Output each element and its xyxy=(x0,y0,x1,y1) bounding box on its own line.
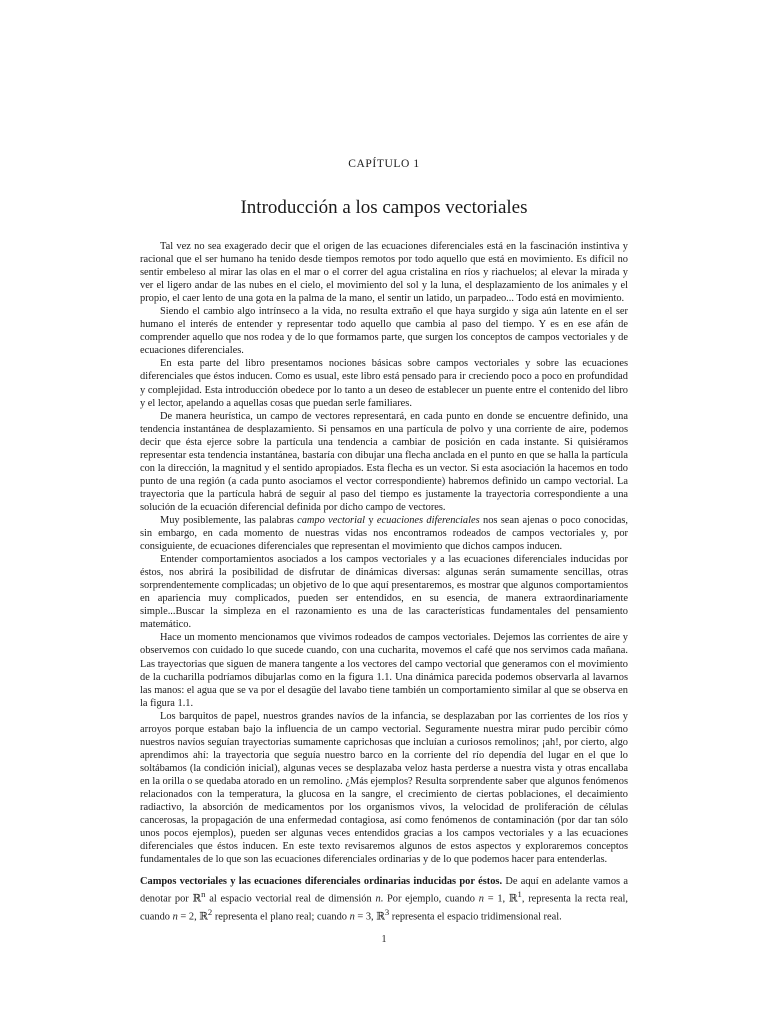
math-var: n xyxy=(478,893,484,905)
section-text: = 3, ℝ xyxy=(354,911,385,923)
section-heading: Campos vectoriales y las ecuaciones diferenciales ordinarias inducidas por éstos. xyxy=(140,876,503,888)
section-text: = 2, ℝ xyxy=(177,911,208,923)
section-text: , representa la recta real, cuando xyxy=(140,893,629,923)
body-text xyxy=(140,240,628,923)
superscript: 1 xyxy=(517,889,522,900)
section-text: representa el espacio tridimensional real. xyxy=(389,911,562,923)
chapter-label: CAPÍTULO 1 xyxy=(348,158,420,170)
paragraph: En esta parte del libro presentamos nociones básicas sobre campos vectoriales y sobre las ecuaciones diferenciales que éstos inducen. Como es usual, este libro está pensado para ir creciendo poco a poco en profundidad y complejidad. Esta introducción obedece por lo tanto a un deseo de establecer un puente entre el contenido del libro y el lector, apelando a aquellas cosas que puedan serle familiares. xyxy=(140,358,628,409)
section-text: . Por ejemplo, cuando xyxy=(380,893,479,905)
math-var: n xyxy=(349,911,355,923)
math-var: n xyxy=(172,911,178,923)
page-number: 1 xyxy=(381,934,387,945)
section-text: = 1, ℝ xyxy=(483,893,518,905)
math-var: n xyxy=(375,893,381,905)
paragraph: De manera heurística, un campo de vectores representará, en cada punto en donde se encuentre definido, una tendencia instantánea de desplazamiento. Si pensamos en una partícula de polvo y una corriente de aire, podemos decir que ésta ejerce sobre la partícula una tendencia a cambiar de posición en cada instante. Si quisiéramos representar esta tendencia instantánea, bastaría con dibujar una flecha anclada en el punto en que se halla la partícula con la dirección, la magnitud y el sentido apropiados. Esta flecha es un vector. Si esta asociación la hacemos en todo punto de una región (a cada punto asociamos el vector correspondiente) habremos definido un campo vectorial. La trayectoria que la partícula habrá de seguir al paso del tiempo es justamente la trayectoria correspondiente a una solución de la ecuación diferencial definida por dicho campo de vectores. xyxy=(140,410,628,513)
superscript: 3 xyxy=(384,906,390,917)
section-text: De aquí en adelante vamos a denotar por ℝ xyxy=(140,876,628,905)
emphasis: campo vectorial xyxy=(297,514,366,526)
paragraph: Siendo el cambio algo intrínseco a la vida, no resulta extraño el que haya surgido y siga aún latente en el ser humano el interés de entender y representar todo aquello que cambia al paso del tiempo. Y es en ese afán de comprender aquello que nos rodea y de lo que formamos parte, que surgen los conceptos de campos vectoriales y de ecuaciones diferenciales. xyxy=(140,306,628,357)
paragraph-text: y xyxy=(365,514,377,526)
paragraph: Entender comportamientos asociados a los campos vectoriales y a las ecuaciones diferenciales inducidas por éstos, nos abrirá la posibilidad de disfrutar de dinámicas diversas: algunas serán sumamente sencillas, otras sorprendentemente complicadas; un objetivo de lo que aquí presentaremos, es mostrar que algunos comportamientos en apariencia muy complicados, pueden ser entendidos, en su esencia, de manera extraordinariamente simple...Buscar la simpleza en el razonamiento es una de las características fundamentales del pensamiento matemático. xyxy=(140,554,628,631)
paragraph: Los barquitos de papel, nuestros grandes navíos de la infancia, se desplazaban por las corrientes de los ríos y arroyos porque estaban bajo la influencia de un campo vectorial. Seguramente nuestra mirar pudo percibir cómo nuestros navíos seguían trayectorias sumamente caprichosas que incluían a curiosos remolinos; ¡ah!, por cierto, algo aprendimos ahí: la trayectoria que seguía nuestro barco en la corriente del río dependía del lugar en el que lo soltábamos (la condición inicial), algunas veces se desplazaba veloz hasta perderse a nuestra vista y otras encallaba en la orilla o se quedaba atorado en un remolino. ¿Más ejemplos? Resulta sorprendente saber que algunos fenómenos relacionados con la temperatura, la glucosa en la sangre, el crecimiento de ciertas poblaciones, el decaimiento radiactivo, la absorción de medicamentos por los organismos vivos, la velocidad de proliferación de células cancerosas, la propagación de una enfermedad contagiosa, así como fenómenos de contaminación (por dar tan sólo unos pocos ejemplos), pueden ser algunas veces entendidos gracias a los campos vectoriales y a las ecuaciones diferenciales que éstos inducen. En este texto revisaremos algunos de estos aspectos y exploraremos conceptos fundamentales de lo que son las ecuaciones diferenciales ordinarias y de lo que podemos hacer para entenderlas. xyxy=(140,710,628,866)
superscript: n xyxy=(201,889,206,900)
chapter-title: Introducción a los campos vectoriales xyxy=(240,197,528,218)
section-text: representa el plano real; cuando xyxy=(212,911,350,923)
paragraph-text: Muy posiblemente, las palabras xyxy=(160,514,298,526)
paragraph-text: nos sean ajenas o poco conocidas, sin embargo, en cada momento de nuestras vidas nos encontramos rodeados de campos vectoriales y, por consiguiente, de ecuaciones diferenciales que representan el movimiento que dichos campos inducen. xyxy=(140,514,629,553)
superscript: 2 xyxy=(207,906,213,917)
section-paragraph xyxy=(140,875,628,923)
section-text: al espacio vectorial real de dimensión xyxy=(205,893,376,905)
paragraph xyxy=(140,514,628,553)
emphasis: ecuaciones diferenciales xyxy=(376,514,480,526)
paragraph: Tal vez no sea exagerado decir que el origen de las ecuaciones diferenciales está en la fascinación instintiva y racional que el ser humano ha tenido desde tiempos remotos por todo aquello que está en movimiento. Es difícil no sentir embeleso al mirar las olas en el mar o el correr del agua cristalina en ríos y riachuelos; al elevar la mirada y ver el ligero andar de las nubes en el cielo, el movimiento del sol y la luna, el desplazamiento de los animales y el propio, el caer lento de una gota en la palma de la mano, el sentir un latido, un parpadeo... Todo está en movimiento. xyxy=(140,241,628,305)
paragraph: Hace un momento mencionamos que vivimos rodeados de campos vectoriales. Dejemos las corrientes de aire y observemos con cuidado lo que sucede cuando, con una cucharita, movemos el café que nos servimos cada mañana. Las trayectorias que siguen de manera tangente a los vectores del campo vectorial que generamos con el movimiento de la cucharilla podríamos dibujarlas como en la figura 1.1. Una dinámica parecida podemos observarla al lavarnos las manos: el agua que se va por el desagüe del lavabo tiene también un comportamiento similar al que se observa en la figura 1.1. xyxy=(140,632,628,709)
